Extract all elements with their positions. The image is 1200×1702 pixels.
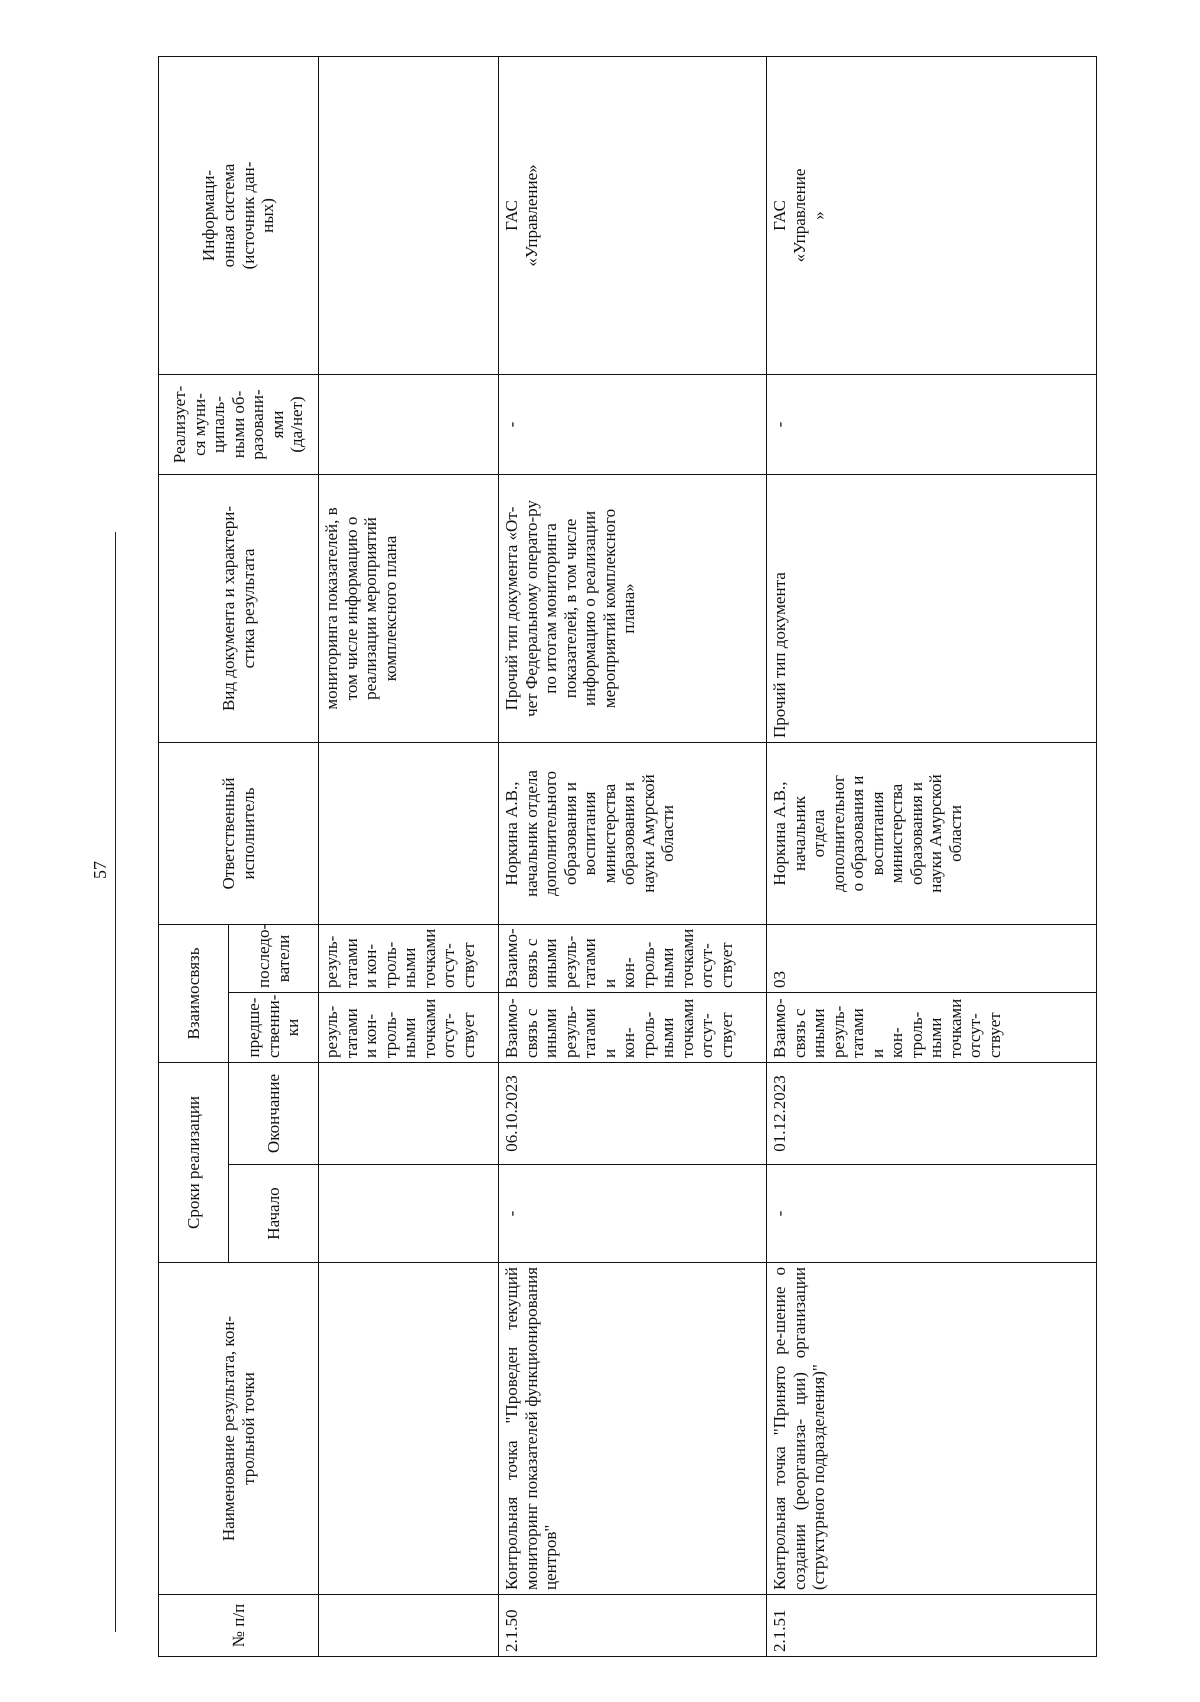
- cell-name: Контрольная точка "Проведен текущий мониторинг показателей функционирования центров": [499, 1263, 767, 1595]
- header-predecessors: предше- ственни- ки: [229, 993, 319, 1063]
- margin-line: [115, 532, 116, 1632]
- header-end: Окончание: [229, 1063, 319, 1165]
- header-start: Начало: [229, 1165, 319, 1263]
- cell-info-system: [319, 56, 499, 374]
- cell-executor: Норкина А.В., начальник отдела дополнительного образования и воспитания министерства образования и науки Амурской области: [499, 742, 767, 924]
- cell-start: [319, 1165, 499, 1263]
- cell-end: [319, 1063, 499, 1165]
- cell-start: -: [499, 1165, 767, 1263]
- cell-start: -: [767, 1165, 1097, 1263]
- cell-info-system: ГАС «Управление»: [499, 56, 767, 374]
- cell-name: [319, 1263, 499, 1595]
- header-successors: последо- ватели: [229, 924, 319, 992]
- cell-municipal: -: [767, 374, 1097, 474]
- cell-successors: резуль- татами и кон- троль- ными точками отсут- ствует: [319, 924, 499, 992]
- cell-doc-type: Прочий тип документа «От- чет Федеральному операто-ру по итогам мониторинга показателей, в том числе информацию о реализации мероприятий комплексного плана»: [499, 474, 767, 742]
- page-number: 57: [90, 861, 110, 879]
- cell-predecessors: Взаимо- связь с иными резуль- татами и кон- троль- ными точками отсут- ствует: [767, 993, 1097, 1063]
- cell-name: Контрольная точка "Принято ре-шение о создании (реорганиза- ции) организации (структурного подразделения)": [767, 1263, 1097, 1595]
- cell-num: 2.1.50: [499, 1595, 767, 1657]
- header-terms: Сроки реализации: [159, 1063, 229, 1263]
- cell-predecessors: Взаимо- связь с иными резуль- татами и кон- троль- ными точками отсут- ствует: [499, 993, 767, 1063]
- cell-num: 2.1.51: [767, 1595, 1097, 1657]
- table-row: [319, 56, 499, 1656]
- header-name: Наименование результата, кон- трольной точки: [159, 1263, 319, 1595]
- cell-successors: 03: [767, 924, 1097, 992]
- cell-predecessors: резуль- татами и кон- троль- ными точками отсут- ствует: [319, 993, 499, 1063]
- table-row: [767, 56, 1097, 1656]
- cell-executor: Норкина А.В., начальник отдела дополнительног о образования и воспитания министерства образования и науки Амурской области: [767, 742, 1097, 924]
- cell-doc-type: Прочий тип документа: [767, 474, 1097, 742]
- cell-end: 06.10.2023: [499, 1063, 767, 1165]
- header-info-system: Информаци- онная система (источник дан- ных): [159, 56, 319, 374]
- table-row: [499, 56, 767, 1656]
- cell-municipal: -: [499, 374, 767, 474]
- cell-executor: [319, 742, 499, 924]
- results-table: [158, 56, 1097, 1657]
- cell-successors: Взаимо- связь с иными резуль- татами и кон- троль- ными точками отсут- ствует: [499, 924, 767, 992]
- cell-end: 01.12.2023: [767, 1063, 1097, 1165]
- header-relation: Взаимосвязь: [159, 924, 229, 1062]
- header-executor: Ответственный исполнитель: [159, 742, 319, 924]
- cell-info-system: ГАС «Управление »: [767, 56, 1097, 374]
- cell-municipal: [319, 374, 499, 474]
- cell-doc-type: мониторинга показателей, в том числе информацию о реализации мероприятий комплексного плана: [319, 474, 499, 742]
- header-municipal: Реализует- ся муни- ципаль- ными об- разовани- ями (да/нет): [159, 374, 319, 474]
- header-num: № п/п: [159, 1595, 319, 1657]
- header-doc-type: Вид документа и характери- стика результата: [159, 474, 319, 742]
- cell-num: [319, 1595, 499, 1657]
